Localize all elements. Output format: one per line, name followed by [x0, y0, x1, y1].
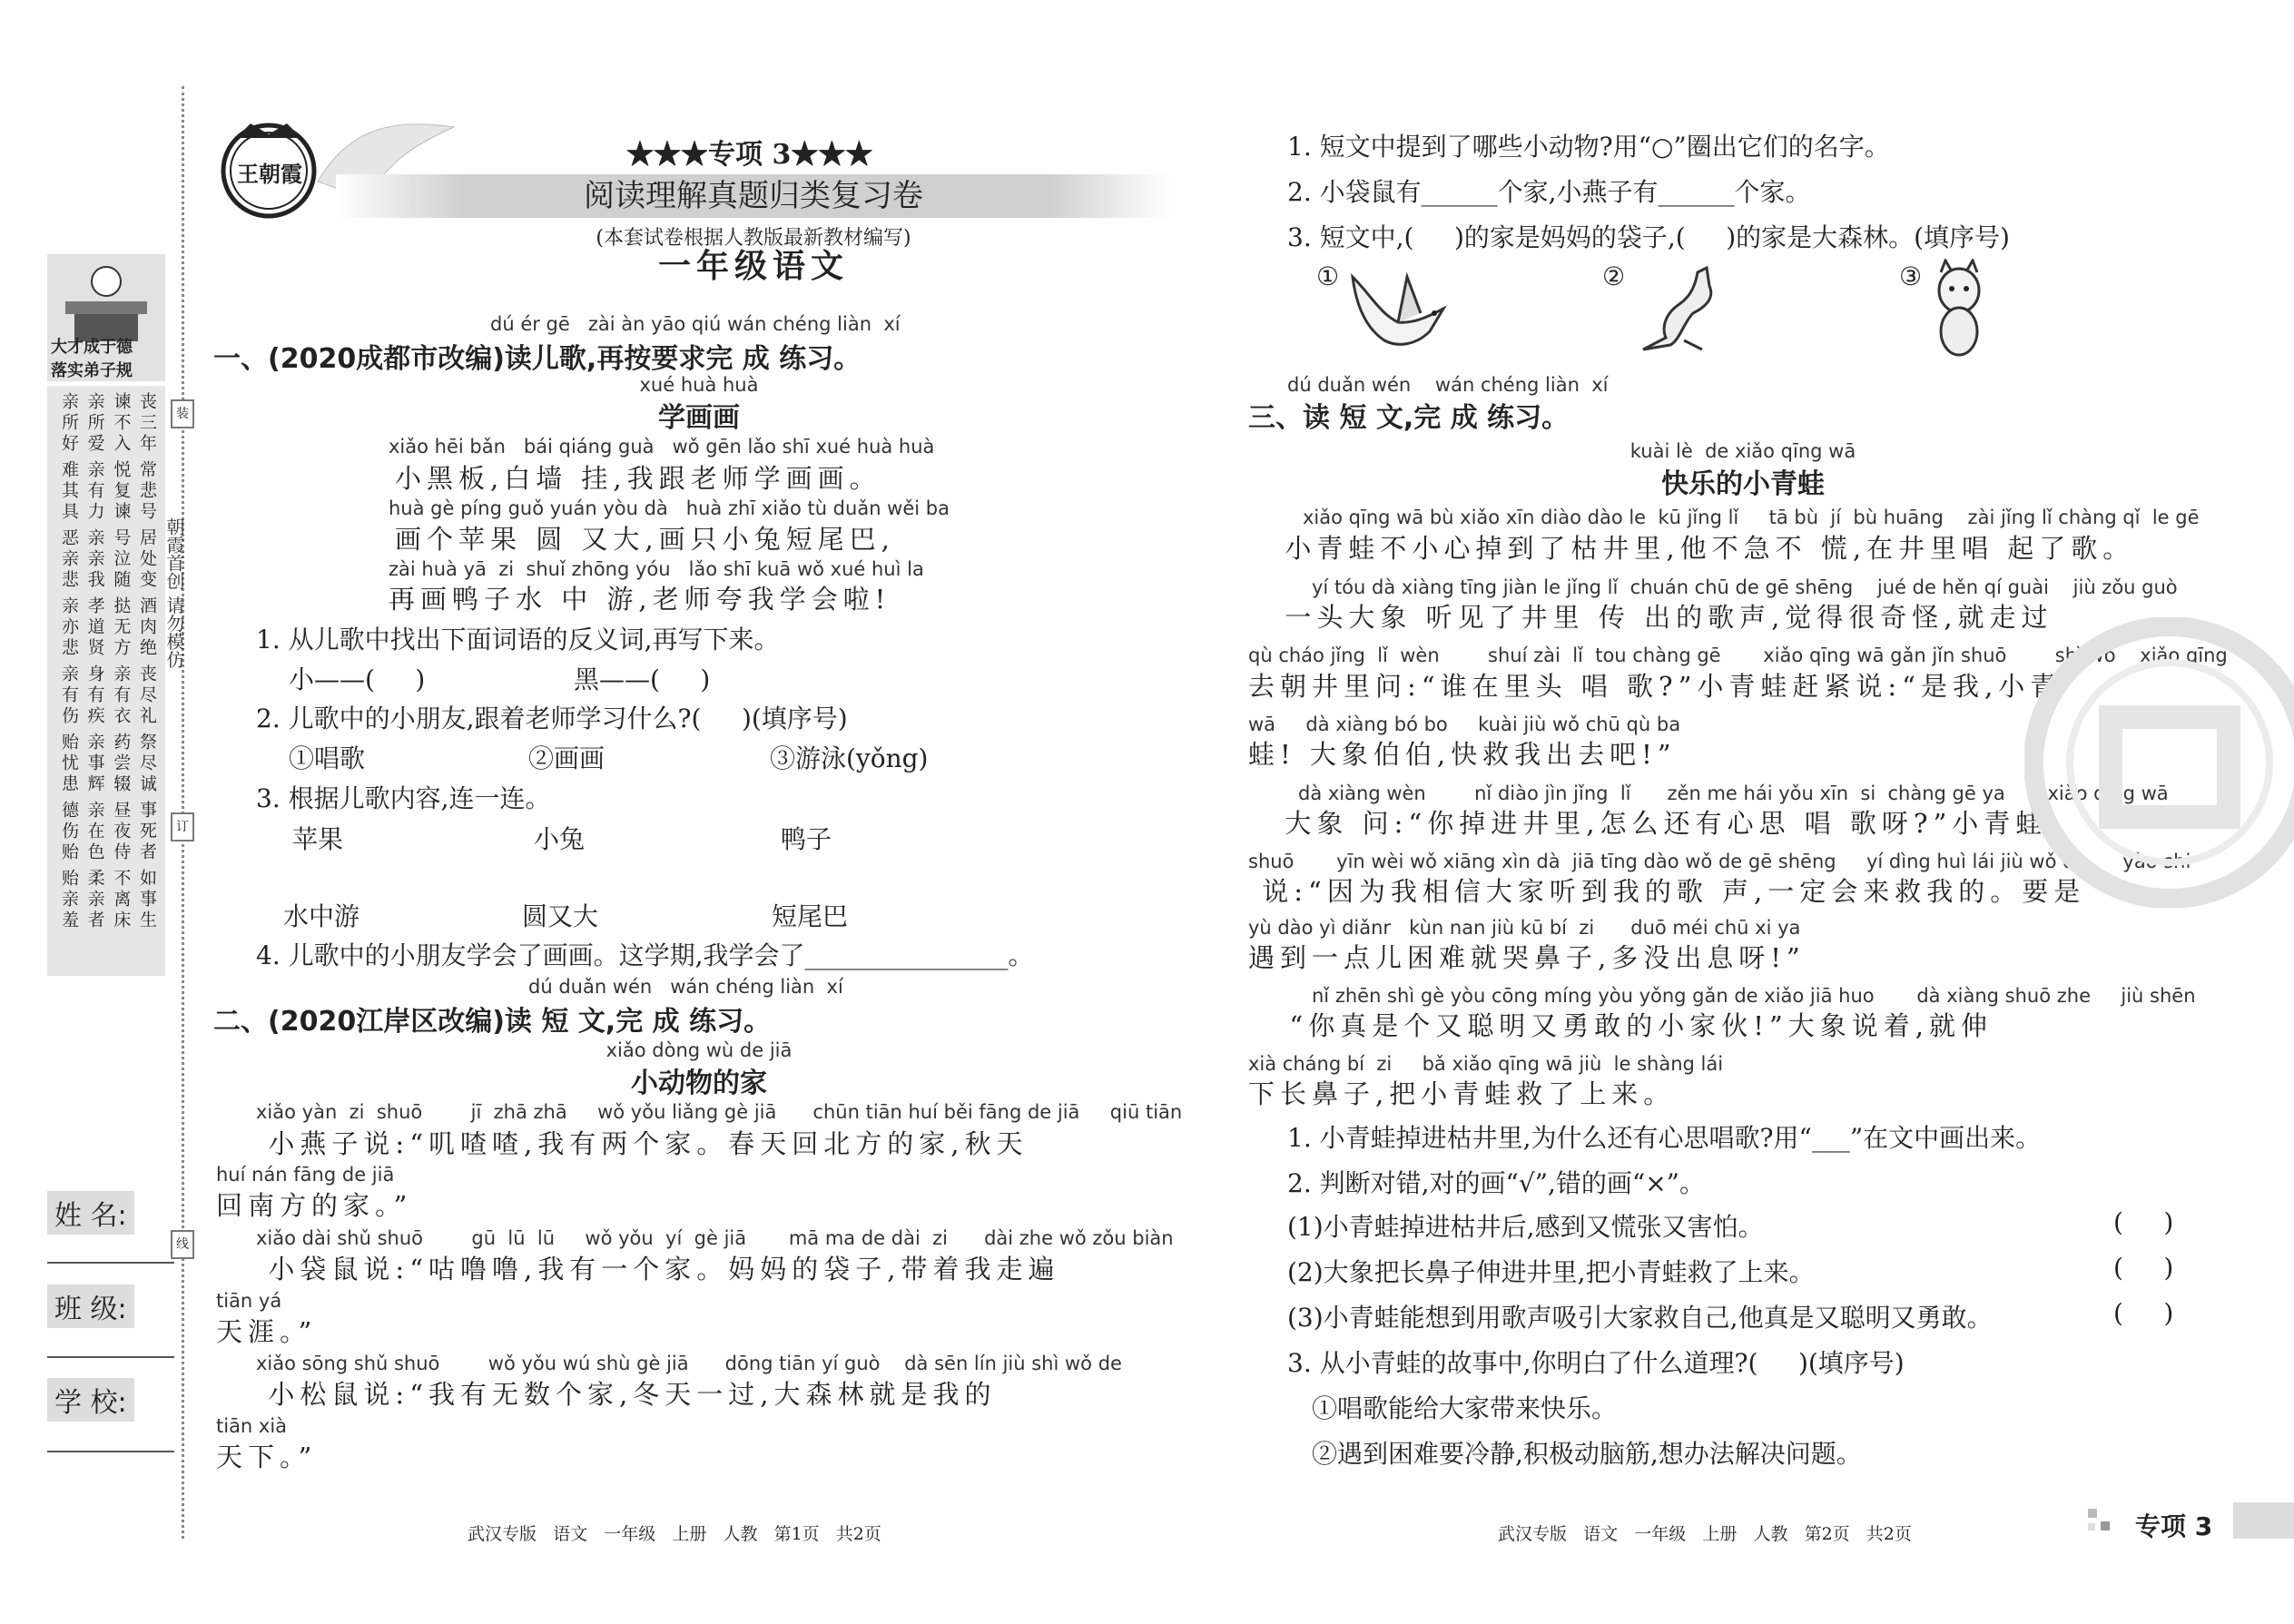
s3-question-3[interactable]: 3. 从小青蛙的故事中,你明白了什么道理?( )(填序号)	[1287, 1348, 1905, 1378]
corner-bar	[2233, 1502, 2294, 1539]
page2-footer: 武汉专版 语文 一年级 上册 人教 第2页 共2页	[1498, 1524, 1912, 1544]
s3-question-2: 2. 判断对错,对的画“√”,错的画“×”。	[1287, 1168, 1705, 1198]
story2-title: 快乐的小青蛙	[1661, 468, 1825, 500]
judge-answer-box[interactable]: ( )	[2113, 1253, 2174, 1283]
watermark-stamp-icon	[2024, 617, 2294, 908]
judge-item: (2)大象把长鼻子伸进井里,把小青蛙救了上来。	[1287, 1257, 1815, 1287]
story2-pinyin: dà xiàng wèn nǐ diào jìn jǐng lǐ zěn me hái yǒu xīn si chàng gē ya xiǎo qīng wā	[1298, 782, 2169, 804]
paper-title: 阅读理解真题归类复习卷	[584, 178, 923, 214]
motto-block	[58, 392, 158, 455]
question-4[interactable]: 4. 儿歌中的小朋友学会了画画。这学期,我学会了________________。	[256, 940, 1034, 970]
motto-column: 悦复谏	[111, 460, 132, 523]
story-line: 回南方的家。”	[216, 1190, 413, 1221]
motto-column: 亲有力	[84, 460, 105, 523]
s3-question-1[interactable]: 1. 小青蛙掉进枯井里,为什么还有心思唱歌?用“___”在文中画出来。	[1287, 1123, 2042, 1153]
poem-line: 画个苹果 圆 又大,画只小兔短尾巴,	[395, 524, 895, 555]
cut-mark: 订	[171, 812, 194, 842]
story-pinyin: xiǎo sōng shǔ shuō wǒ yǒu wú shù gè jiā dōng tiān yí guò dà sēn lín jiù shì wǒ de	[256, 1353, 1122, 1374]
vertical-note: 朝霞首创 请勿模仿	[163, 517, 185, 669]
corner-section-tag: 专项 3	[2135, 1511, 2213, 1541]
poem-line-pinyin: huà gè píng guǒ yuán yòu dà huà zhī xiǎo tù duǎn wěi ba	[389, 497, 950, 519]
animal-label: ①	[1316, 261, 1340, 291]
motto-text-grid	[58, 392, 158, 937]
option-1: ①唱歌	[289, 743, 366, 773]
squirrel-icon	[1923, 259, 1995, 359]
motto-block	[58, 460, 158, 523]
motto-column: 药尝辍	[111, 733, 132, 795]
motto-column: 亲所爱	[84, 392, 105, 455]
story2-pinyin: wā dà xiàng bó bo kuài jiù wǒ chū qù ba	[1248, 714, 1681, 735]
motto-block	[58, 801, 158, 863]
motto-column: 亲有衣	[111, 664, 132, 727]
motto-column: 亲所好	[59, 392, 79, 455]
poem-line: 再画鸭子水 中 游,老师夸我学会啦!	[389, 584, 891, 615]
story2-pinyin: nǐ zhēn shì gè yòu cōng míng yòu yǒng gǎn de xiǎo jiā huo dà xiàng shuō zhe jiù shēn	[1312, 985, 2196, 1007]
poem-title-pinyin: xué huà huà	[639, 374, 759, 396]
story-line: 小燕子说:“叽喳喳,我有两个家。春天回北方的家,秋天	[241, 1128, 1029, 1159]
school-field[interactable]: 学 校:	[47, 1378, 134, 1422]
story2-pinyin: xiǎo qīng wā bù xiǎo xīn diào dào le kū jǐng lǐ tā bù jí bù huāng zài jǐng lǐ chàng qǐ le gē	[1303, 507, 2200, 528]
motto-column: 昼夜侍	[111, 801, 132, 863]
p2-question-1: 1. 短文中提到了哪些小动物?用“○”圈出它们的名字。	[1287, 132, 1890, 162]
story2-pinyin: yí tóu dà xiàng tīng jiàn le jǐng lǐ chuán chū de gē shēng jué de hěn qí guài jiù zǒu guò	[1312, 576, 2178, 598]
motto-column: 酒肉绝	[136, 596, 157, 659]
story-line: 天下。”	[216, 1442, 318, 1472]
option-2: ②画画	[528, 743, 605, 773]
story-line: 天涯。”	[216, 1316, 318, 1347]
antonym-blank-small[interactable]: 小——( )	[289, 664, 426, 694]
p2-question-3[interactable]: 3. 短文中,( )的家是妈妈的袋子,( )的家是大森林。(填序号)	[1287, 222, 2010, 252]
swallow-icon	[1344, 259, 1452, 359]
motto-column: 挞无方	[111, 596, 132, 659]
motto-block	[58, 596, 158, 659]
story-pinyin: tiān yá	[216, 1290, 282, 1312]
motto-block	[58, 733, 158, 795]
motto-column: 亲在色	[84, 801, 105, 863]
motto-column: 居处变	[136, 528, 157, 591]
story2-line: 去朝井里问:“谁在里头 唱 歌?”小青蛙赶紧说:“是我,小青	[1248, 671, 2063, 702]
question-1: 1. 从儿歌中找出下面词语的反义词,再写下来。	[256, 625, 780, 655]
antonym-blank-black[interactable]: 黑——( )	[574, 664, 711, 694]
story-pinyin: xiǎo yàn zi shuō jī zhā zhā wǒ yǒu liǎng gè jiā chūn tiān huí běi fāng de jiā qiū tiān	[256, 1101, 1183, 1123]
match-bottom-item[interactable]: 短尾巴	[772, 901, 849, 931]
question-3: 3. 根据儿歌内容,连一连。	[256, 783, 551, 813]
story2-line: 遇到一点儿困难就哭鼻子,多没出息呀!”	[1248, 942, 1806, 973]
motto-column: 丧尽礼	[136, 664, 157, 727]
motto-column: 亲事辉	[84, 733, 105, 795]
cut-mark: 线	[171, 1230, 194, 1259]
story2-line: 下长鼻子,把小青蛙救了上来。	[1248, 1078, 1676, 1109]
section2-title: 二、(2020江岸区改编)读 短 文,完 成 练习。	[213, 1006, 772, 1038]
motto-block	[58, 869, 158, 931]
story-title: 小动物的家	[631, 1068, 767, 1099]
name-field[interactable]: 姓 名:	[47, 1191, 134, 1235]
poem-line: 小黑板,白墙 挂,我跟老师学画画。	[395, 463, 881, 494]
class-field[interactable]: 班 级:	[47, 1284, 134, 1328]
p2-question-2[interactable]: 2. 小袋鼠有______个家,小燕子有______个家。	[1287, 177, 1811, 207]
grade-title: 一年级语文	[657, 248, 849, 285]
story2-line: 蛙! 大象伯伯,快救我出去吧!”	[1248, 739, 1677, 770]
story2-title-pinyin: kuài lè de xiǎo qīng wā	[1629, 440, 1856, 462]
motto-column: 不离床	[111, 869, 132, 931]
option-3: ③游泳(yǒng)	[770, 743, 929, 773]
story2-pinyin: qù cháo jǐng lǐ wèn shuí zài lǐ tou chàng gē xiǎo qīng wā gǎn jǐn shuō shì wǒ xiǎo qīng	[1248, 645, 2228, 666]
motto-column: 如事生	[136, 869, 157, 931]
class-line	[47, 1356, 174, 1358]
motto-column: 祭尽诚	[136, 733, 157, 795]
motto-column: 谏不入	[111, 392, 132, 455]
question-2[interactable]: 2. 儿歌中的小朋友,跟着老师学习什么?( )(填序号)	[256, 704, 848, 733]
motto-column: 亲亦悲	[59, 596, 79, 659]
story2-line: “你真是个又聪明又勇敢的小家伙!”大象说着,就伸	[1262, 1010, 1993, 1041]
story2-line: 一头大象 听见了井里 传 出的歌声,觉得很奇怪,就走过	[1257, 602, 2053, 633]
motto-column: 亲有伤	[59, 664, 79, 727]
motto-column: 丧三年	[136, 392, 157, 455]
story2-line: 小青蛙不小心掉到了枯井里,他不急不 慌,在井里唱 起了歌。	[1257, 533, 2135, 564]
motto-column: 号泣随	[111, 528, 132, 591]
section1-title: 一、(2020成都市改编)读儿歌,再按要求完 成 练习。	[213, 343, 861, 375]
story-pinyin: huí nán fāng de jiā	[216, 1164, 395, 1186]
judge-item: (1)小青蛙掉进枯井后,感到又慌张又害怕。	[1287, 1212, 1764, 1242]
section2-pinyin: dú duǎn wén wán chéng liàn xí	[528, 976, 843, 998]
match-bottom-item[interactable]: 水中游	[283, 901, 360, 931]
story2-line: 大象 问:“你掉进井里,怎么还有心思 唱 歌呀?”小青蛙	[1257, 808, 2048, 839]
motto-top: 大才成于德	[51, 338, 133, 357]
story-title-pinyin: xiǎo dòng wù de jiā	[605, 1039, 793, 1061]
motto-column: 恶亲悲	[59, 528, 79, 591]
story-pinyin: tiān xià	[216, 1415, 288, 1437]
story2-pinyin: xià cháng bí zi bǎ xiǎo qīng wā jiù le shàng lái	[1248, 1053, 1724, 1075]
motto-column: 难其具	[59, 460, 79, 523]
motto-block	[58, 528, 158, 591]
story-line: 小袋鼠说:“咕噜噜,我有一个家。妈妈的袋子,带着我走遍	[241, 1254, 1060, 1284]
s3-option-2: ②遇到困难要冷静,积极动脑筋,想办法解决问题。	[1312, 1439, 1862, 1469]
paper-subtitle: (本套试卷根据人教版最新教材编写)	[596, 227, 911, 250]
poem-line-pinyin: zài huà yā zi shuǐ zhōng yóu lǎo shī kuā wǒ xué huì la	[389, 558, 924, 580]
motto-column: 常悲号	[136, 460, 157, 523]
match-top-item[interactable]: 苹果	[292, 824, 344, 854]
motto-column: 身有疾	[84, 664, 105, 727]
cut-mark: 装	[171, 399, 194, 428]
motto-column: 贻忧患	[59, 733, 79, 795]
motto-column: 柔亲者	[84, 869, 105, 931]
corner-squares-icon	[2088, 1509, 2113, 1534]
match-top-item[interactable]: 小兔	[534, 824, 586, 854]
story-line: 小松鼠说:“我有无数个家,冬天一过,大森林就是我的	[241, 1379, 997, 1410]
name-line	[47, 1262, 174, 1264]
judge-item: (3)小青蛙能想到用歌声吸引大家救自己,他真是又聪明又勇敢。	[1287, 1303, 1993, 1333]
logo-text: 王朝霞	[237, 162, 302, 187]
story2-pinyin: shuō yīn wèi wǒ xiāng xìn dà jiā tīng dào wǒ de gē shēng yí dìng huì lái jiù wǒ de yào shi	[1248, 851, 2191, 872]
judge-answer-box[interactable]: ( )	[2113, 1207, 2174, 1237]
kangaroo-icon	[1629, 263, 1729, 354]
section3-title: 三、读 短 文,完 成 练习。	[1248, 402, 1570, 434]
motto-column: 德伤贻	[59, 801, 79, 863]
story-pinyin: xiǎo dài shǔ shuō gū lū lū wǒ yǒu yí gè jiā mā ma de dài zi dài zhe wǒ zǒu biàn	[256, 1227, 1174, 1249]
s3-option-1: ①唱歌能给大家带来快乐。	[1312, 1393, 1618, 1423]
poem-title: 学画画	[658, 402, 740, 434]
judge-answer-box[interactable]: ( )	[2113, 1298, 2174, 1328]
match-top-item[interactable]: 鸭子	[781, 824, 832, 854]
story2-line: 说:“因为我相信大家听到我的歌 声,一定会来救我的。要是	[1248, 876, 2086, 907]
motto-column: 事死者	[136, 801, 157, 863]
section-label: ★★★专项 3★★★	[626, 139, 873, 171]
motto-column: 亲亲我	[84, 528, 105, 591]
motto-second: 落实弟子规	[51, 361, 133, 380]
animal-label: ②	[1602, 261, 1626, 291]
animal-label: ③	[1899, 261, 1923, 291]
story2-pinyin: yù dào yì diǎnr kùn nan jiù kū bí zi duō méi chū xi ya	[1248, 917, 1801, 939]
motto-column: 贻亲羞	[59, 869, 79, 931]
motto-block	[58, 664, 158, 727]
section3-pinyin: dú duǎn wén wán chéng liàn xí	[1287, 374, 1609, 396]
motto-column: 孝道贤	[84, 596, 105, 659]
match-bottom-item[interactable]: 圆又大	[522, 901, 599, 931]
poem-line-pinyin: xiǎo hēi bǎn bái qiáng guà wǒ gēn lǎo shī xué huà huà	[389, 436, 935, 458]
school-line	[47, 1451, 174, 1452]
section1-pinyin: dú ér gē zài àn yāo qiú wán chéng liàn xí	[490, 313, 901, 335]
page1-footer: 武汉专版 语文 一年级 上册 人教 第1页 共2页	[468, 1524, 881, 1544]
